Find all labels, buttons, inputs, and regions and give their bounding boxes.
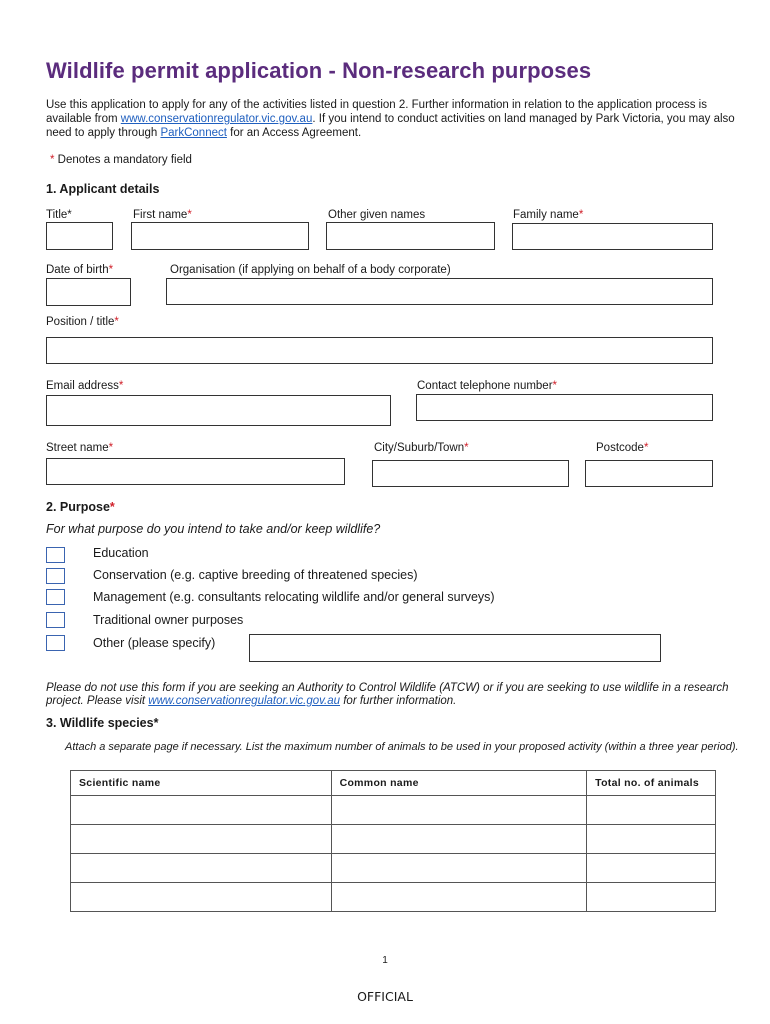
option-other: Other (please specify) bbox=[93, 636, 216, 650]
first-name-label-text: First name bbox=[133, 209, 188, 221]
email-label bbox=[46, 380, 123, 392]
column-total-animals: Total no. of animals bbox=[587, 771, 716, 796]
city-star: * bbox=[464, 442, 469, 454]
warning-text-1: Please do not use this form if you are seeking an Authority to Control Wildlife (ATCW) or if you are seeking to use wildlife in a research project. Please visit bbox=[46, 682, 729, 707]
email-star: * bbox=[118, 380, 124, 392]
management-checkbox[interactable] bbox=[46, 589, 65, 605]
parkconnect-link[interactable]: ParkConnect bbox=[160, 127, 227, 139]
warning-regulator-link[interactable]: www.conservationregulator.vic.gov.au bbox=[148, 695, 341, 707]
phone-field[interactable] bbox=[416, 394, 713, 421]
section-2-heading-text: 2. Purpose bbox=[46, 500, 110, 514]
scientific-name-cell[interactable] bbox=[71, 796, 332, 825]
species-instruction: Attach a separate page if necessary. List the maximum number of animals to be used in your proposed activity (within a three year period). bbox=[65, 741, 739, 753]
atcw-warning bbox=[46, 682, 736, 708]
common-name-cell[interactable] bbox=[331, 796, 587, 825]
city-label bbox=[374, 442, 469, 454]
scientific-name-cell[interactable] bbox=[71, 883, 332, 912]
organisation-field[interactable] bbox=[166, 278, 713, 305]
option-conservation: Conservation (e.g. captive breeding of threatened species) bbox=[93, 568, 418, 582]
first-name-label bbox=[133, 209, 192, 221]
purpose-question: For what purpose do you intend to take and/or keep wildlife? bbox=[46, 522, 381, 536]
total-animals-cell[interactable] bbox=[587, 854, 716, 883]
email-field[interactable] bbox=[46, 395, 391, 426]
common-name-cell[interactable] bbox=[331, 883, 587, 912]
mandatory-note-text: Denotes a mandatory field bbox=[54, 154, 192, 166]
dob-label bbox=[46, 264, 113, 276]
dob-label-text: Date of birth bbox=[46, 264, 109, 276]
species-table bbox=[70, 770, 716, 912]
intro-text-3: for an Access Agreement. bbox=[226, 127, 362, 139]
option-education: Education bbox=[93, 546, 149, 560]
city-field[interactable] bbox=[372, 460, 569, 487]
mandatory-star: * bbox=[50, 154, 55, 166]
postcode-label-text: Postcode bbox=[596, 442, 644, 454]
postcode-label bbox=[596, 442, 648, 454]
dob-field[interactable] bbox=[46, 278, 131, 306]
warning-text-2: for further information. bbox=[340, 695, 457, 707]
phone-label bbox=[417, 380, 557, 392]
education-checkbox[interactable] bbox=[46, 547, 65, 563]
family-name-label-text: Family name bbox=[513, 209, 579, 221]
conservation-regulator-link[interactable]: www.conservationregulator.vic.gov.au bbox=[120, 113, 313, 125]
common-name-cell[interactable] bbox=[331, 825, 587, 854]
position-field[interactable] bbox=[46, 337, 713, 364]
total-animals-cell[interactable] bbox=[587, 883, 716, 912]
phone-star: * bbox=[552, 380, 558, 392]
scientific-name-cell[interactable] bbox=[71, 854, 332, 883]
total-animals-cell[interactable] bbox=[587, 825, 716, 854]
column-scientific-name: Scientific name bbox=[71, 771, 332, 796]
family-name-star: * bbox=[578, 209, 584, 221]
position-label-text: Position / title bbox=[46, 316, 115, 328]
street-label bbox=[46, 442, 113, 454]
conservation-checkbox[interactable] bbox=[46, 568, 65, 584]
species-table-header bbox=[71, 771, 716, 796]
position-star: * bbox=[114, 316, 119, 328]
mandatory-note bbox=[50, 154, 192, 166]
purpose-star: * bbox=[109, 500, 115, 514]
section-3-heading: 3. Wildlife species* bbox=[46, 716, 159, 730]
postcode-star: * bbox=[643, 442, 649, 454]
page-number: 1 bbox=[382, 955, 388, 966]
dob-star: * bbox=[108, 264, 114, 276]
street-field[interactable] bbox=[46, 458, 345, 485]
email-label-text: Email address bbox=[46, 380, 119, 392]
street-label-text: Street name bbox=[46, 442, 109, 454]
table-row bbox=[71, 796, 716, 825]
option-management: Management (e.g. consultants relocating wildlife and/or general surveys) bbox=[93, 590, 495, 604]
position-label bbox=[46, 316, 119, 328]
phone-label-text: Contact telephone number bbox=[417, 380, 553, 392]
total-animals-cell[interactable] bbox=[587, 796, 716, 825]
table-row bbox=[71, 854, 716, 883]
other-names-field[interactable] bbox=[326, 222, 495, 250]
intro-paragraph bbox=[46, 98, 736, 140]
postcode-field[interactable] bbox=[585, 460, 713, 487]
other-names-label: Other given names bbox=[328, 209, 426, 221]
table-row bbox=[71, 883, 716, 912]
family-name-field[interactable] bbox=[512, 223, 713, 250]
traditional-owner-checkbox[interactable] bbox=[46, 612, 65, 628]
other-specify-field[interactable] bbox=[249, 634, 661, 662]
column-common-name: Common name bbox=[331, 771, 587, 796]
street-star: * bbox=[108, 442, 114, 454]
first-name-star: * bbox=[187, 209, 192, 221]
organisation-label: Organisation (if applying on behalf of a body corporate) bbox=[170, 264, 451, 276]
title-field[interactable] bbox=[46, 222, 113, 250]
section-2-heading bbox=[46, 500, 115, 514]
intro-text-2: . If you intend to conduct activities on land managed by Park Victoria, you may also need to apply through bbox=[46, 113, 735, 139]
option-traditional-owner: Traditional owner purposes bbox=[93, 613, 244, 627]
scientific-name-cell[interactable] bbox=[71, 825, 332, 854]
classification-label: OFFICIAL bbox=[357, 989, 413, 1004]
family-name-label bbox=[513, 209, 583, 221]
first-name-field[interactable] bbox=[131, 222, 309, 250]
page-title: Wildlife permit application - Non-research purposes bbox=[46, 58, 592, 83]
other-checkbox[interactable] bbox=[46, 635, 65, 651]
common-name-cell[interactable] bbox=[331, 854, 587, 883]
city-label-text: City/Suburb/Town bbox=[374, 442, 465, 454]
table-row bbox=[71, 825, 716, 854]
title-label: Title* bbox=[46, 209, 72, 221]
intro-text-1: Use this application to apply for any of the activities listed in question 2. Further information in relation to the application process is available from bbox=[46, 99, 707, 125]
section-1-heading: 1. Applicant details bbox=[46, 182, 160, 196]
